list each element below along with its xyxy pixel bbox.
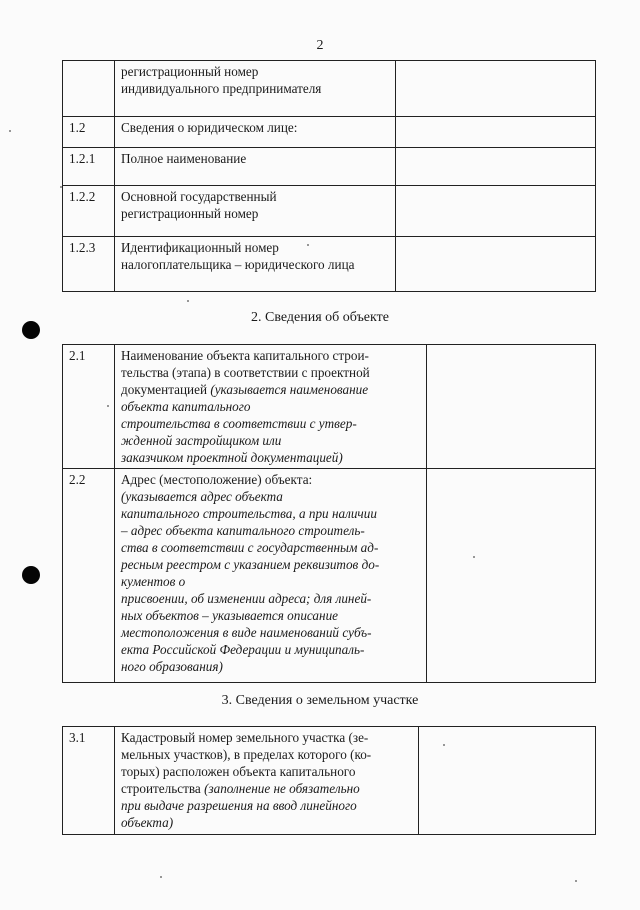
scan-speck [60, 186, 62, 188]
value-cell[interactable] [427, 345, 596, 469]
row-label: Идентификационный номер налогоплательщика – юридического лица [115, 237, 396, 292]
value-cell[interactable] [396, 61, 596, 117]
value-cell[interactable] [396, 148, 596, 186]
section-title-land-plot: 3. Сведения о земельном участке [221, 693, 419, 708]
table-row [63, 727, 596, 835]
row-number: 2.1 [63, 345, 115, 469]
row-number: 1.2.2 [63, 186, 115, 237]
table-row [63, 186, 596, 237]
scan-speck [160, 876, 162, 878]
row-number: 1.2.1 [63, 148, 115, 186]
value-cell[interactable] [419, 727, 596, 835]
page-number: 2 [316, 38, 324, 53]
table-row [63, 148, 596, 186]
value-cell[interactable] [427, 469, 596, 683]
row-number [63, 61, 115, 117]
scan-speck [443, 744, 445, 746]
row-number: 3.1 [63, 727, 115, 835]
row-label: Полное наименование [115, 148, 396, 186]
punch-hole [22, 566, 40, 584]
row-number: 1.2.3 [63, 237, 115, 292]
row-label: Наименование объекта капитального строи- тельства (этапа) в соответствии с проектной документацией (указывается наименование объекта капитального строительства в соответствии с утвер- жденной застройщиком или заказчиком проектной документацией) [115, 345, 427, 469]
table-row [63, 61, 596, 117]
scan-speck [575, 880, 577, 882]
row-label: Кадастровый номер земельного участка (зе- мельных участков), в пределах которого (ко- торых) расположен объекта капитального строительства (заполнение не обязательно при выдаче разрешения на ввод линейного объекта) [115, 727, 419, 835]
row-label: Основной государственный регистрационный номер [115, 186, 396, 237]
table-row [63, 345, 596, 469]
legal-entity-table [62, 60, 596, 292]
row-number: 2.2 [63, 469, 115, 683]
row-label: Адрес (местоположение) объекта: (указывается адрес объекта капитального строительства, а при наличии – адрес объекта капитального строитель- ства в соответствии с государственным ад- ресным реестром с указанием реквизитов до- кументов о присвоении, об изменении адреса; для линей- ных объектов – указывается описание местоположения в виде наименований субъ- екта Российской Федерации и муниципаль- ного образования) [115, 469, 427, 683]
value-cell[interactable] [396, 117, 596, 148]
object-table [62, 344, 596, 683]
table-row [63, 237, 596, 292]
scan-speck [9, 130, 11, 132]
scan-speck [473, 556, 475, 558]
scan-speck [187, 300, 189, 302]
punch-hole [22, 321, 40, 339]
row-number: 1.2 [63, 117, 115, 148]
land-plot-table [62, 726, 596, 835]
row-label: Сведения о юридическом лице: [115, 117, 396, 148]
value-cell[interactable] [396, 237, 596, 292]
value-cell[interactable] [396, 186, 596, 237]
row-label: регистрационный номер индивидуального предпринимателя [115, 61, 396, 117]
scan-speck [307, 244, 309, 246]
table-row [63, 469, 596, 683]
scan-speck [107, 405, 109, 407]
section-title-object: 2. Сведения об объекте [251, 310, 389, 325]
table-row [63, 117, 596, 148]
